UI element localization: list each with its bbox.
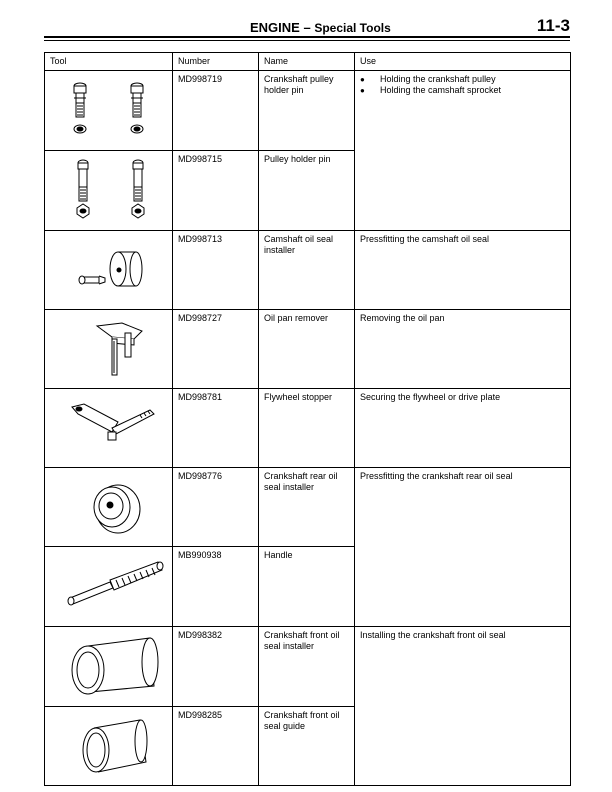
page-number: 11-3 — [536, 16, 570, 35]
tool-number: MD998727 — [173, 310, 259, 389]
tool-image-cell — [45, 389, 173, 468]
table-row — [45, 468, 571, 547]
list-item: ● Holding the camshaft sprocket — [360, 85, 565, 96]
tool-use: Pressfitting the crankshaft rear oil seal — [355, 468, 571, 627]
tool-name: Flywheel stopper — [259, 389, 355, 468]
crankshaft-front-oil-seal-guide-icon — [50, 710, 177, 782]
tool-image-cell — [45, 310, 173, 389]
section-title: ENGINE — [250, 20, 300, 35]
column-header-name: Name — [259, 53, 355, 71]
tool-number: MD998719 — [173, 71, 259, 151]
tool-number: MB990938 — [173, 547, 259, 627]
crankshaft-rear-oil-seal-installer-icon — [50, 471, 177, 543]
tool-image-cell — [45, 151, 173, 231]
tool-image-cell — [45, 627, 173, 707]
header-rule-thin — [44, 40, 570, 41]
tool-name: Crankshaft front oil seal guide — [259, 707, 355, 786]
tool-image-cell — [45, 468, 173, 547]
tool-use: Removing the oil pan — [355, 310, 571, 389]
tool-name: Camshaft oil seal installer — [259, 231, 355, 310]
table-row — [45, 627, 571, 707]
tool-use — [355, 71, 571, 231]
header-rule — [44, 36, 570, 38]
title-dash: – — [303, 20, 311, 35]
tool-use: Installing the crankshaft front oil seal — [355, 627, 571, 786]
handle-icon — [50, 550, 177, 623]
table-row — [45, 389, 571, 468]
tool-number: MD998781 — [173, 389, 259, 468]
tool-name: Crankshaft pulley holder pin — [259, 71, 355, 151]
crankshaft-front-oil-seal-installer-icon — [50, 630, 177, 703]
tool-use: Securing the flywheel or drive plate — [355, 389, 571, 468]
tool-image-cell — [45, 547, 173, 627]
camshaft-oil-seal-installer-icon — [50, 234, 177, 306]
table-row — [45, 231, 571, 310]
tool-number: MD998285 — [173, 707, 259, 786]
flywheel-stopper-icon — [50, 392, 177, 464]
oil-pan-remover-icon — [50, 313, 177, 385]
list-item: ● Holding the crankshaft pulley — [360, 74, 565, 85]
use-list — [360, 74, 565, 96]
column-header-use: Use — [355, 53, 571, 71]
column-header-number: Number — [173, 53, 259, 71]
section-subtitle: Special Tools — [314, 21, 391, 35]
tool-number: MD998776 — [173, 468, 259, 547]
column-header-tool: Tool — [45, 53, 173, 71]
table-row — [45, 310, 571, 389]
tool-image-cell — [45, 71, 173, 151]
pulley-holder-pin-icon — [50, 154, 177, 227]
tool-number: MD998713 — [173, 231, 259, 310]
tool-number: MD998715 — [173, 151, 259, 231]
special-tools-table — [44, 52, 571, 786]
tool-name: Crankshaft rear oil seal installer — [259, 468, 355, 547]
tool-name: Crankshaft front oil seal installer — [259, 627, 355, 707]
page-title — [250, 20, 391, 35]
tool-image-cell — [45, 231, 173, 310]
tool-name: Pulley holder pin — [259, 151, 355, 231]
tool-image-cell — [45, 707, 173, 786]
tool-name: Oil pan remover — [259, 310, 355, 389]
tool-number: MD998382 — [173, 627, 259, 707]
crankshaft-pulley-holder-pin-icon — [50, 74, 177, 147]
tool-name: Handle — [259, 547, 355, 627]
tool-use: Pressfitting the camshaft oil seal — [355, 231, 571, 310]
table-row — [45, 71, 571, 151]
table-header-row — [45, 53, 571, 71]
